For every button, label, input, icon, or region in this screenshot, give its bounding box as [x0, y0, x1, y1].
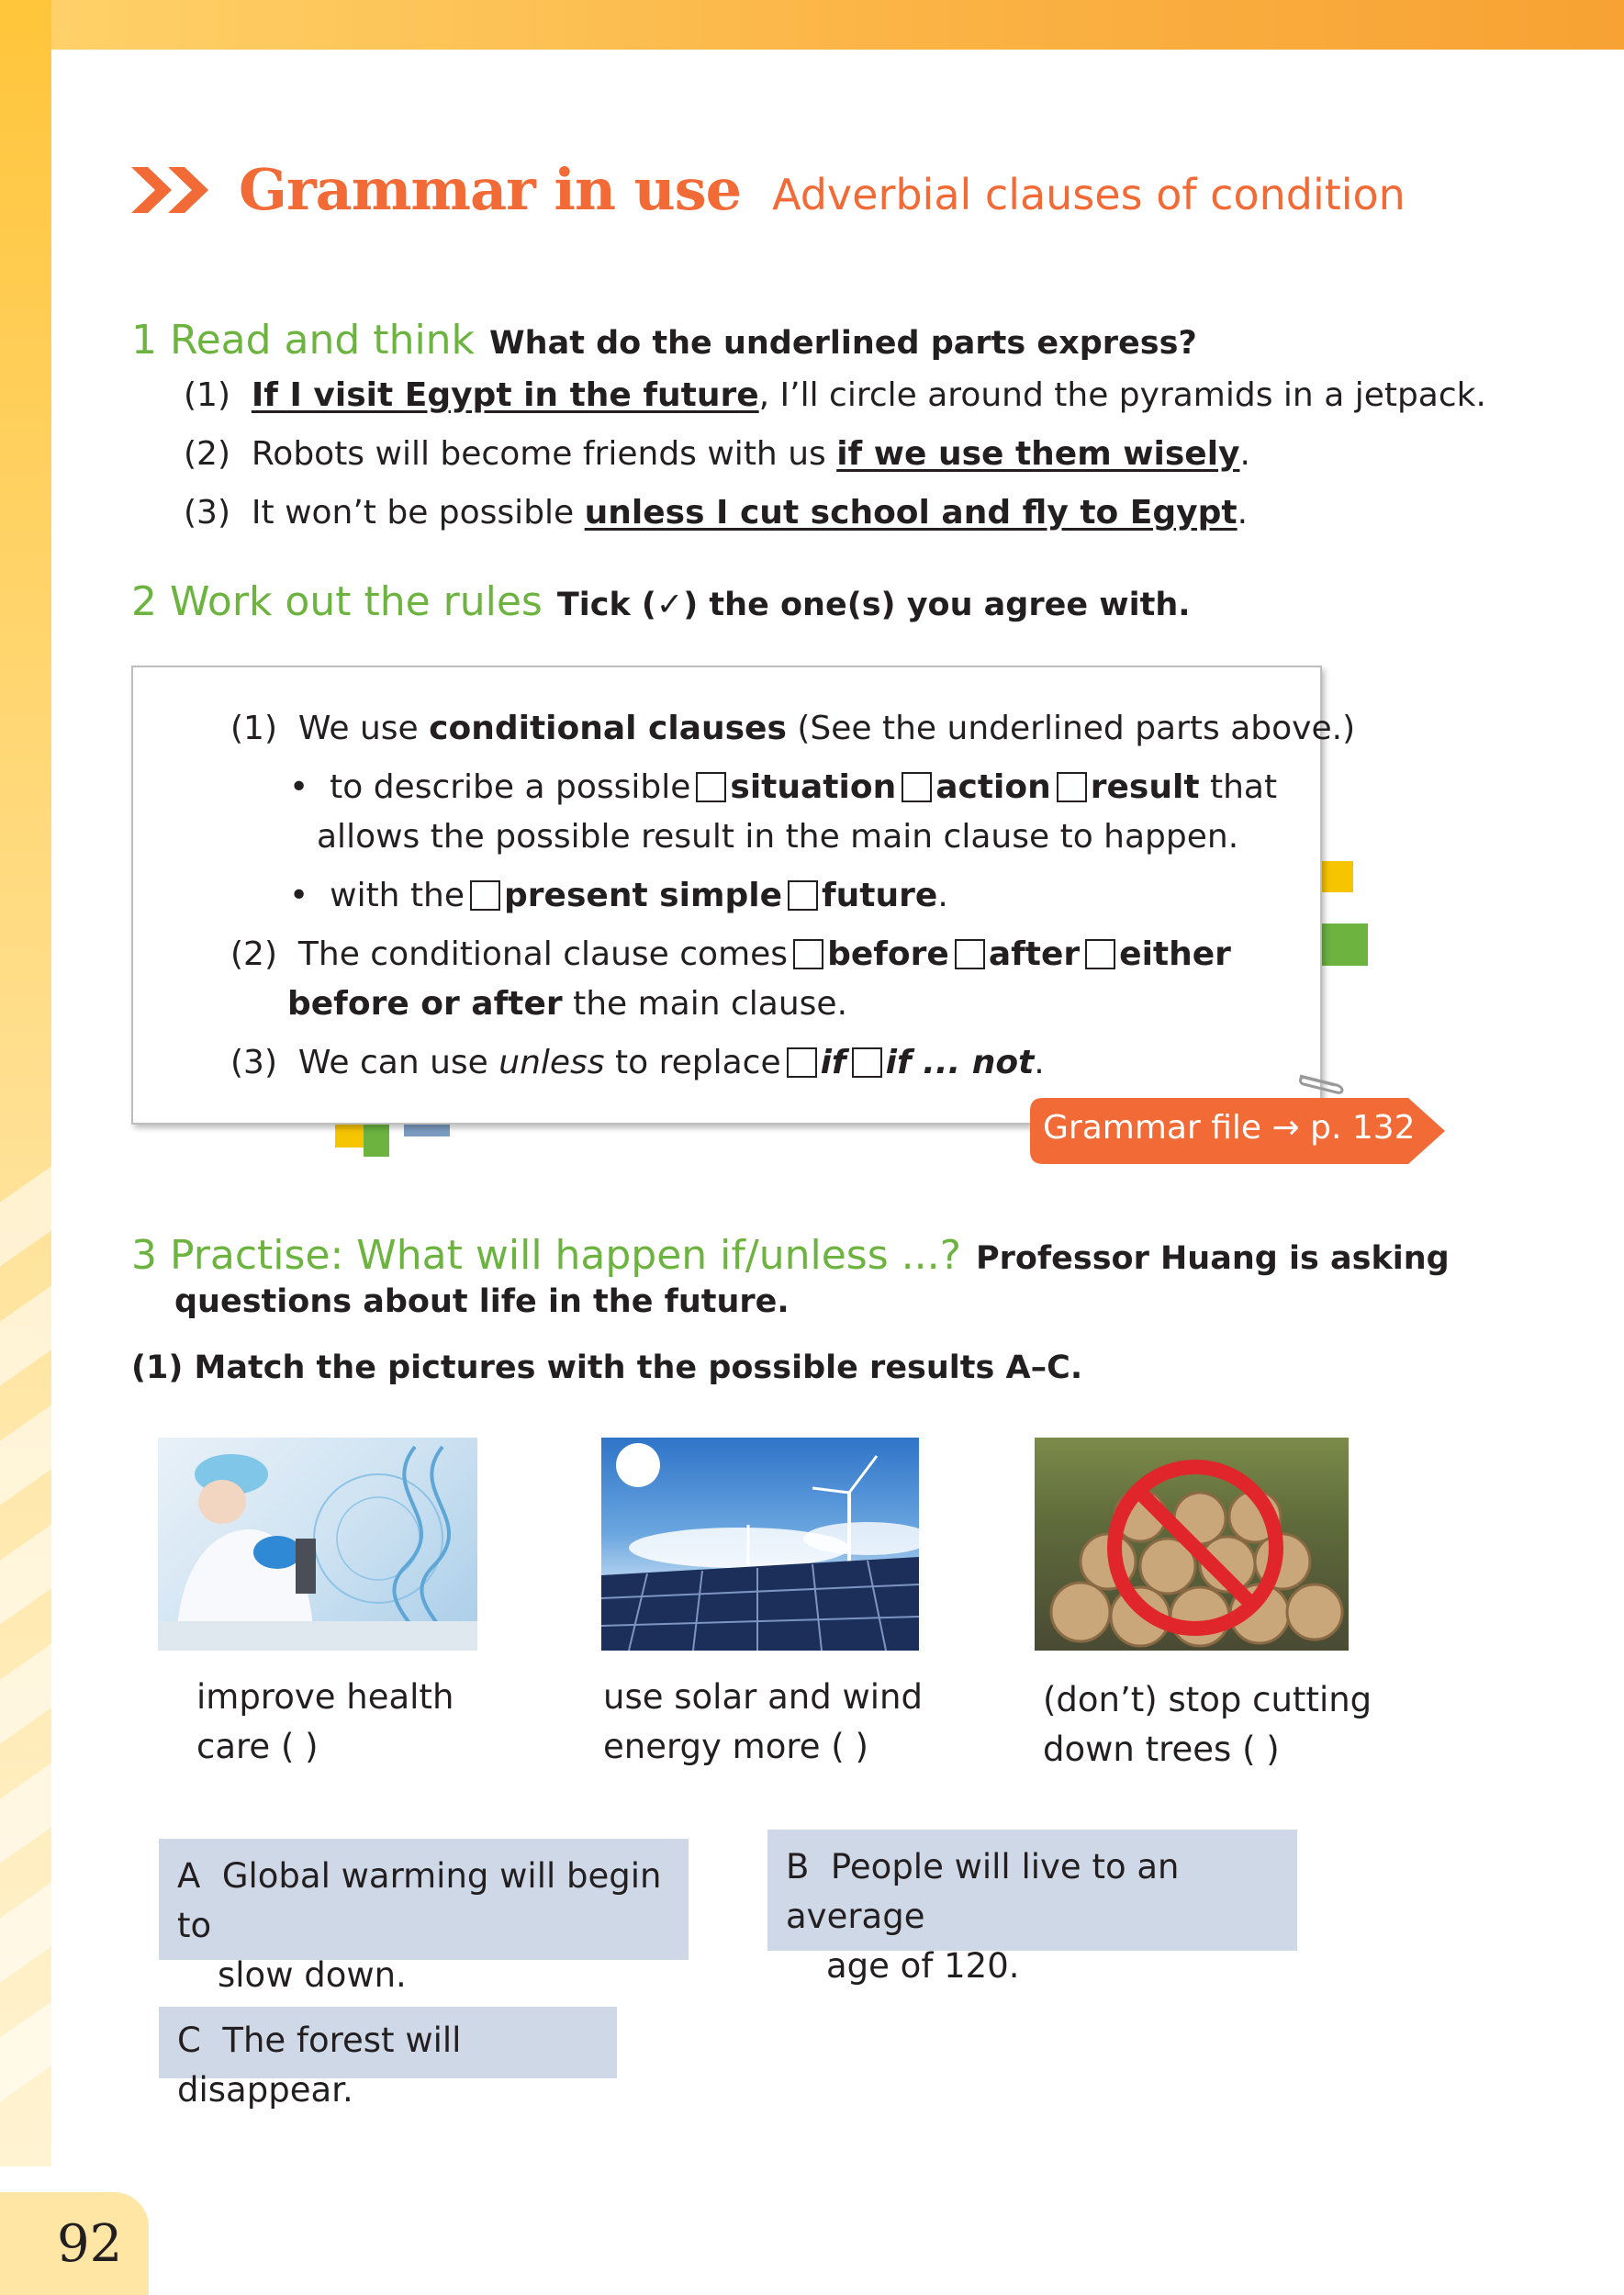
- checkbox[interactable]: [470, 880, 500, 911]
- page-title: Grammar in use: [239, 156, 742, 223]
- section2-number: 2: [131, 578, 157, 625]
- checkbox[interactable]: [1085, 939, 1115, 969]
- sticky-note-yellow: [1322, 861, 1353, 892]
- scientist-photo: [158, 1438, 477, 1651]
- section3-heading: [131, 1232, 1450, 1279]
- rule-1-bullet-1: • to describe a possible situation action result that: [289, 768, 1278, 806]
- checkbox[interactable]: [1057, 772, 1087, 802]
- paperclip-icon: [1294, 1065, 1350, 1096]
- sticky-note-green: [364, 1122, 389, 1157]
- result-c: C The forest will disappear.: [159, 2007, 617, 2078]
- section3-instruction: Professor Huang is asking: [975, 1240, 1450, 1277]
- picture-caption-1: improve health care ( ): [196, 1677, 454, 1766]
- result-a: A Global warming will begin to slow down.: [159, 1839, 689, 1960]
- section1-title: Read and think: [170, 317, 476, 364]
- section3-number: 3: [131, 1232, 157, 1279]
- picture-caption-2: use solar and wind energy more ( ): [603, 1677, 923, 1766]
- section-title: [131, 156, 1406, 223]
- page-subtitle: Adverbial clauses of condition: [772, 170, 1406, 219]
- sticky-note-yellow: [335, 1122, 366, 1148]
- rule-1: (1) We use conditional clauses (See the underlined parts above.): [230, 710, 1356, 747]
- section1-number: 1: [131, 317, 157, 364]
- checkbox[interactable]: [788, 880, 818, 911]
- checkbox[interactable]: [696, 772, 726, 802]
- section1-heading: [131, 317, 1197, 364]
- left-color-bar: [0, 0, 51, 2166]
- rule-1-bullet-1-line2: allows the possible result in the main clause to happen.: [317, 818, 1239, 856]
- section2-instruction: Tick (✓) the one(s) you agree with.: [556, 587, 1191, 623]
- rule-2-line2: before or after the main clause.: [287, 985, 848, 1023]
- checkbox[interactable]: [793, 939, 823, 969]
- checkbox[interactable]: [852, 1047, 882, 1078]
- checkbox[interactable]: [902, 772, 932, 802]
- rule-1-bullet-2: • with the present simple future.: [289, 877, 948, 914]
- logs-photo: [1035, 1438, 1349, 1651]
- section3-instruction-line2: questions about life in the future.: [174, 1283, 790, 1320]
- checkbox[interactable]: [787, 1047, 817, 1078]
- s1-item-2: (2) Robots will become friends with us if we use them wisely.: [184, 435, 1250, 473]
- section3-sub1: (1) Match the pictures with the possible results A–C.: [131, 1349, 1083, 1386]
- sticky-note-green: [1322, 924, 1368, 966]
- section2-title: Work out the rules: [170, 578, 543, 625]
- section3-title: Practise: What will happen if/unless ...?: [170, 1232, 961, 1279]
- section2-heading: [131, 578, 1191, 625]
- solar-wind-photo: [601, 1438, 919, 1651]
- grammar-file-label: Grammar file → p. 132: [1043, 1109, 1416, 1147]
- rule-3: (3) We can use unless to replace if if ... not.: [230, 1044, 1045, 1081]
- checkbox[interactable]: [955, 939, 985, 969]
- page-number: 92: [0, 2192, 149, 2295]
- picture-caption-3: (don’t) stop cutting down trees ( ): [1043, 1680, 1372, 1769]
- arrow-right-icon: →: [1271, 1109, 1300, 1147]
- s1-item-3: (3) It won’t be possible unless I cut school and fly to Egypt.: [184, 494, 1249, 532]
- grammar-file-link[interactable]: [1030, 1098, 1445, 1164]
- result-b: B People will live to an average age of 120.: [767, 1830, 1297, 1951]
- top-color-bar: [0, 0, 1624, 50]
- s1-item-1: (1) If I visit Egypt in the future, I’ll circle around the pyramids in a jetpack.: [184, 376, 1486, 414]
- rules-box: [131, 666, 1356, 1125]
- rule-2: (2) The conditional clause comes before after either: [230, 935, 1231, 973]
- section1-instruction: What do the underlined parts express?: [489, 325, 1197, 362]
